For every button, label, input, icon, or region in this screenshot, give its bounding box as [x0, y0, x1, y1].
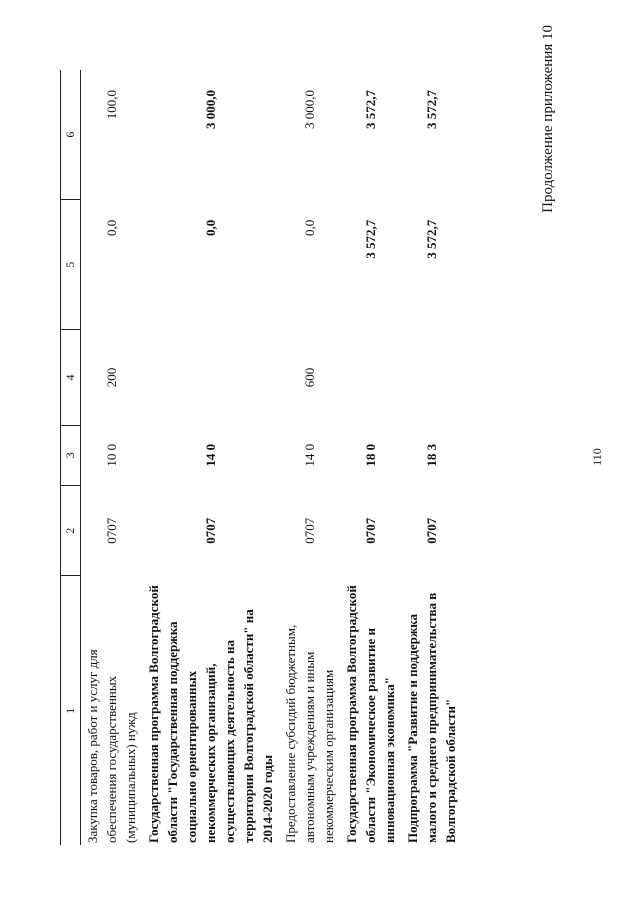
row-name: Государственная программа Волгоградской области "Государственная поддержка социально ориентированных некоммерческих организаций, осуществляющих деятельность на территории Волгоградской области" на 2014-2020 годы	[146, 585, 275, 843]
column-number: 1	[63, 707, 77, 714]
table-row	[340, 70, 401, 845]
amount-col6: 3 572,7	[424, 90, 439, 129]
amount-col6: 100,0	[104, 90, 119, 120]
expense-type-code	[340, 330, 401, 425]
column-number: 3	[61, 425, 81, 486]
amount-col6: 3 000,0	[203, 90, 218, 129]
section-code: 0707	[203, 517, 218, 544]
table-row	[81, 70, 143, 845]
row-name: Подпрограмма "Развитие и поддержка малого и среднего предпринимательства в Волгоградской области"	[405, 592, 458, 843]
expense-type-code	[142, 330, 279, 425]
target-code: 10 0	[104, 443, 119, 467]
budget-table	[60, 70, 462, 845]
amount-col5: 0,0	[104, 219, 119, 236]
section-code: 0707	[302, 517, 317, 544]
column-number-row	[61, 70, 81, 845]
row-name: Предоставление субсидий бюджетным, автономным учреждениям и иным некоммерческим организациям	[283, 624, 336, 843]
column-number: 5	[61, 200, 81, 330]
target-code: 14 0	[302, 443, 317, 467]
amount-col5: 0,0	[203, 219, 218, 236]
expense-type-code: 200	[104, 367, 119, 388]
table-row	[279, 70, 340, 845]
amount-col5: 3 572,7	[424, 219, 439, 259]
target-code: 14 0	[203, 443, 218, 467]
row-name: Закупка товаров, работ и услуг для обеспечения государственных (муниципальных) нужд	[85, 649, 138, 843]
target-code: 18 3	[424, 443, 439, 467]
column-number: 6	[61, 70, 81, 200]
amount-col6: 3 572,7	[363, 90, 378, 129]
expense-type-code: 600	[302, 367, 317, 388]
amount-col5: 0,0	[302, 219, 317, 236]
page-number: 110	[590, 448, 604, 466]
amount-col5: 3 572,7	[363, 219, 378, 259]
column-number: 4	[61, 330, 81, 425]
section-code: 0707	[363, 517, 378, 544]
amount-col6: 3 000,0	[302, 90, 317, 129]
column-number: 2	[61, 486, 81, 576]
appendix-caption: Продолжение приложения 10	[540, 25, 556, 213]
section-code: 0707	[424, 517, 439, 544]
row-name: Государственная программа Волгоградской области "Экономическое развитие и инновационная экономика"	[344, 585, 397, 843]
section-code: 0707	[104, 517, 119, 544]
expense-type-code	[401, 330, 462, 425]
table-row	[401, 70, 462, 845]
table-row	[142, 70, 279, 845]
target-code: 18 0	[363, 443, 378, 467]
